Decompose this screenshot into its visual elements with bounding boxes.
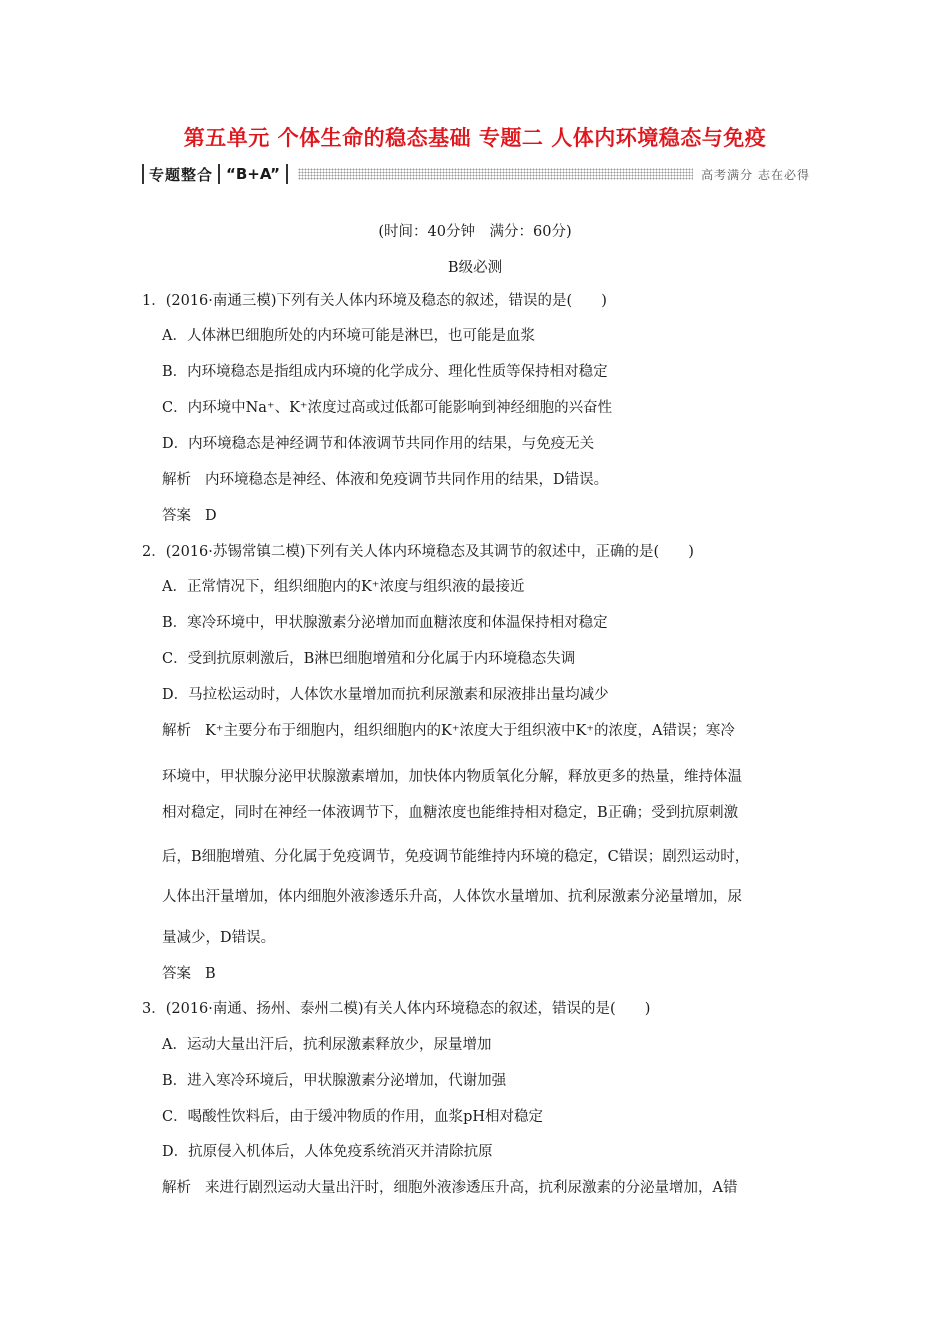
explanation-label: 解析 [162,723,191,739]
question-2-explanation-line: 环境中，甲状腺分泌甲状腺激素增加，加快体内物质氧化分解，释放更多的热量，维持体温 [162,769,742,785]
question-1-option-b: B．内环境稳态是指组成内环境的化学成分、理化性质等保持相对稳定 [162,364,608,380]
question-2-option-c: C．受到抗原刺激后，B淋巴细胞增殖和分化属于内环境稳态失调 [162,651,576,667]
question-2-explanation-line [162,719,808,740]
question-3-option-c: C．喝酸性饮料后，由于缓冲物质的作用，血浆pH相对稳定 [162,1109,544,1125]
question-2-answer [0,962,950,983]
explanation-text: 来进行剧烈运动大量出汗时，细胞外液渗透压升高，抗利尿激素的分泌量增加，A错 [205,1180,738,1196]
question-2-option-b: B．寒冷环境中，甲状腺激素分泌增加而血糖浓度和体温保持相对稳定 [162,615,608,631]
explanation-label: 解析 [162,1180,191,1196]
explanation-text: 内环境稳态是神经、体液和免疫调节共同作用的结果，D错误。 [205,472,609,488]
banner-ba: “B+A” [226,165,280,183]
question-3-option-a: A．运动大量出汗后，抗利尿激素释放少，尿量增加 [162,1037,492,1053]
explanation-text: K⁺主要分布于细胞内，组织细胞内的K⁺浓度大于组织液中K⁺的浓度，A错误；寒冷 [205,723,735,739]
time-info: (时间：40分钟 满分：60分) [378,224,572,240]
banner-divider [286,164,288,184]
question-1-stem: 1．(2016·南通三模)下列有关人体内环境及稳态的叙述，错误的是( ) [142,293,607,309]
question-2-option-d: D．马拉松运动时，人体饮水量增加而抗利尿激素和尿液排出量均减少 [162,687,609,703]
question-2-stem: 2．(2016·苏锡常镇二模)下列有关人体内环境稳态及其调节的叙述中，正确的是( ) [142,544,694,560]
question-1-option-d: D．内环境稳态是神经调节和体液调节共同作用的结果，与免疫无关 [162,436,595,452]
question-3-option-d: D．抗原侵入机体后，人体免疫系统消灭并清除抗原 [162,1144,493,1160]
banner-dotted-band [298,168,814,180]
question-2-explanation-line: 量减少，D错误。 [162,930,276,946]
answer-label: 答案 [162,508,191,524]
question-2-explanation-line: 相对稳定，同时在神经一体液调节下，血糖浓度也能维持相对稳定，B正确；受到抗原刺激 [162,805,739,821]
answer-label: 答案 [162,966,191,982]
question-3-option-b: B．进入寒冷环境后，甲状腺激素分泌增加，代谢加强 [162,1073,507,1089]
answer-value: D [205,508,217,524]
banner-brand: 专题整合 [149,165,214,184]
banner-slogan: 高考满分 志在必得 [693,166,814,183]
question-1-option-a: A．人体淋巴细胞所处的内环境可能是淋巴，也可能是血浆 [162,328,535,344]
question-2-explanation-line: 人体出汗量增加，体内细胞外液渗透乐升高，人体饮水量增加、抗利尿激素分泌量增加，尿 [162,889,742,905]
page-title: 第五单元 个体生命的稳态基础 专题二 人体内环境稳态与免疫 [183,126,767,150]
question-1-option-c: C．内环境中Na⁺、K⁺浓度过高或过低都可能影响到神经细胞的兴奋性 [162,400,613,416]
question-2-option-a: A．正常情况下，组织细胞内的K⁺浓度与组织液的最接近 [162,579,525,595]
question-2-explanation-line: 后，B细胞增殖、分化属于免疫调节，免疫调节能维持内环境的稳定，C错误；剧烈运动时， [162,849,750,865]
question-1-answer [0,504,950,525]
section-banner [142,163,814,185]
question-3-explanation [162,1176,808,1197]
question-1-explanation [0,468,950,489]
explanation-label: 解析 [162,472,191,488]
section-heading: B级必测 [447,260,503,276]
question-3-stem: 3．(2016·南通、扬州、泰州二模)有关人体内环境稳态的叙述，错误的是( ) [142,1001,651,1017]
answer-value: B [205,966,216,982]
